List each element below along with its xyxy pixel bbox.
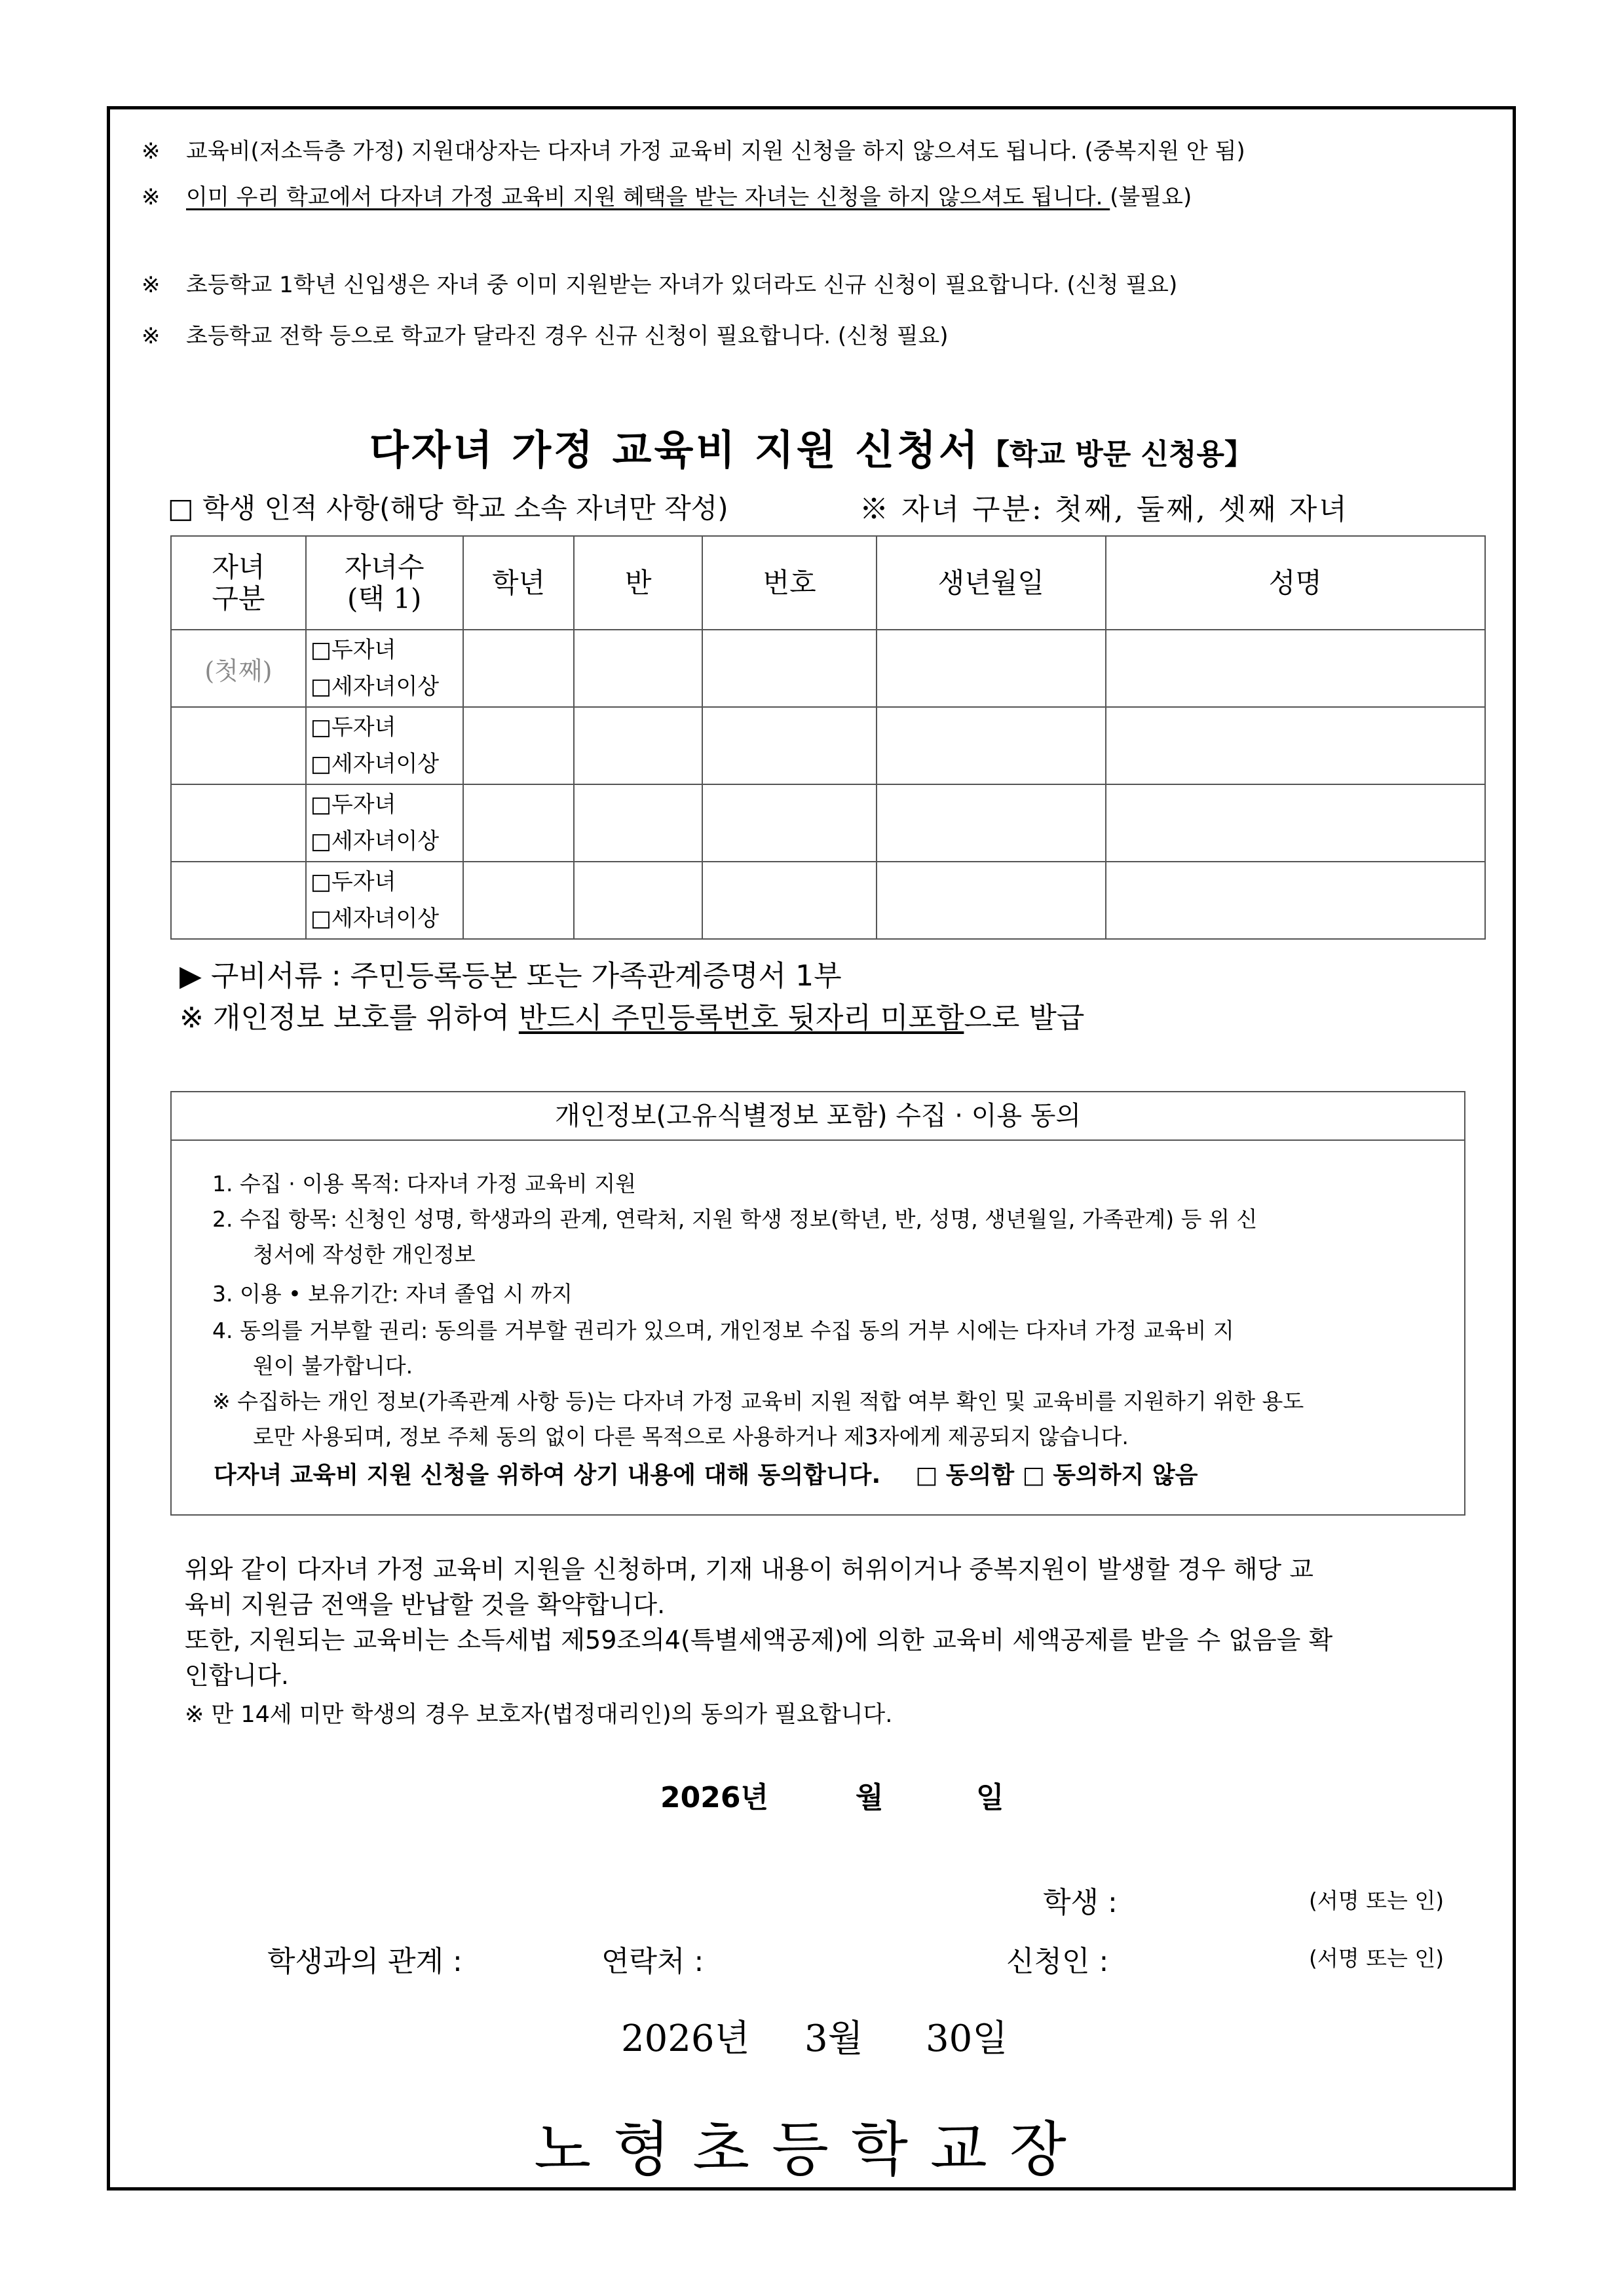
number-cell[interactable] — [702, 707, 877, 784]
class-cell[interactable] — [574, 784, 702, 862]
issue-date-year: 2026년 — [621, 2018, 750, 2060]
student-info-table — [170, 535, 1486, 940]
table-row — [171, 784, 1485, 862]
class-cell[interactable] — [574, 707, 702, 784]
header-name: 성명 — [1106, 536, 1485, 630]
option-two-children[interactable]: □두자녀 — [310, 792, 396, 818]
option-three-plus-children[interactable]: □세자녀이상 — [310, 828, 440, 854]
note-new-entrant: ※ 초등학교 1학년 신입생은 자녀 중 이미 지원받는 자녀가 있더라도 신규 신청이 필요합니다. (신청 필요) — [142, 272, 1178, 298]
birth-date-cell[interactable] — [877, 707, 1106, 784]
child-order-cell[interactable]: (첫째) — [171, 630, 306, 707]
student-signature-label: 학생 : — [1043, 1886, 1118, 1919]
table-row — [171, 630, 1485, 707]
child-order-cell[interactable] — [171, 707, 306, 784]
privacy-issuance-note: ※ 개인정보 보호를 위하여 반드시 주민등록번호 뒷자리 미포함으로 발급 — [179, 1001, 1085, 1035]
name-cell[interactable] — [1106, 707, 1485, 784]
note-low-income: ※ 교육비(저소득층 가정) 지원대상자는 다자녀 가정 교육비 지원 신청을 하지 않으셔도 됩니다. (중복지원 안 됨) — [142, 138, 1245, 164]
application-date-month: 월 — [856, 1781, 884, 1814]
consent-item-refusal: 4. 동의를 거부할 권리: 동의를 거부할 권리가 있으며, 개인정보 수집 동의 거부 시에는 다자녀 가정 교육비 지 — [212, 1318, 1234, 1343]
consent-item-fields-cont: 청서에 작성한 개인정보 — [253, 1242, 476, 1267]
child-count-options — [306, 862, 463, 939]
option-three-plus-children[interactable]: □세자녀이상 — [310, 751, 440, 777]
consent-item-usage-note-cont: 로만 사용되며, 정보 주체 동의 없이 다른 목적으로 사용하거나 제3자에게 제공되지 않습니다. — [253, 1424, 1129, 1449]
number-cell[interactable] — [702, 784, 877, 862]
option-two-children[interactable]: □두자녀 — [310, 869, 396, 895]
header-grade: 학년 — [463, 536, 575, 630]
option-two-children[interactable]: □두자녀 — [310, 637, 396, 663]
child-count-options — [306, 707, 463, 784]
pledge-line-2: 육비 지원금 전액을 반납할 것을 확약합니다. — [185, 1590, 666, 1619]
issue-date-month: 3월 — [804, 2018, 863, 2060]
applicant-signature-label: 신청인 : — [1006, 1945, 1109, 1978]
consent-item-retention: 3. 이용 • 보유기간: 자녀 졸업 시 까지 — [212, 1281, 573, 1307]
child-order-cell[interactable] — [171, 862, 306, 939]
school-principal-signature: 노형초등학교장 — [534, 2115, 1089, 2184]
header-child-count: 자녀수 (택 1) — [306, 536, 463, 630]
contact-label: 연락처 : — [601, 1945, 704, 1978]
birth-date-cell[interactable] — [877, 630, 1106, 707]
grade-cell[interactable] — [463, 784, 575, 862]
option-three-plus-children[interactable]: □세자녀이상 — [310, 674, 440, 700]
header-birth-date: 생년월일 — [877, 536, 1106, 630]
consent-statement: 다자녀 교육비 지원 신청을 위하여 상기 내용에 대해 동의합니다. □ 동의함 □ 동의하지 않음 — [214, 1462, 1198, 1489]
consent-item-refusal-cont: 원이 불가합니다. — [253, 1353, 413, 1379]
consent-item-purpose: 1. 수집 · 이용 목적: 다자녀 가정 교육비 지원 — [212, 1171, 637, 1196]
form-frame — [107, 106, 1516, 2191]
number-cell[interactable] — [702, 630, 877, 707]
option-three-plus-children[interactable]: □세자녀이상 — [310, 906, 440, 932]
student-section-heading: □ 학생 인적 사항(해당 학교 소속 자녀만 작성) — [168, 492, 728, 524]
grade-cell[interactable] — [463, 707, 575, 784]
grade-cell[interactable] — [463, 862, 575, 939]
application-date-day: 일 — [976, 1781, 1004, 1814]
consent-item-usage-note: ※ 수집하는 개인 정보(가족관계 사항 등)는 다자녀 가정 교육비 지원 적합 여부 확인 및 교육비를 지원하기 위한 용도 — [212, 1388, 1304, 1414]
header-number: 번호 — [702, 536, 877, 630]
name-cell[interactable] — [1106, 630, 1485, 707]
header-class: 반 — [574, 536, 702, 630]
pledge-line-1: 위와 같이 다자녀 가정 교육비 지원을 신청하며, 기재 내용이 허위이거나 중복지원이 발생할 경우 해당 교 — [185, 1555, 1313, 1584]
note-already-supported: ※ 이미 우리 학교에서 다자녀 가정 교육비 지원 혜택을 받는 자녀는 신청을 하지 않으셔도 됩니다. (불필요) — [142, 184, 1192, 210]
child-order-cell[interactable] — [171, 784, 306, 862]
header-child-type: 자녀 구분 — [171, 536, 306, 630]
disagree-checkbox[interactable]: □ 동의하지 않음 — [1022, 1462, 1198, 1489]
class-cell[interactable] — [574, 630, 702, 707]
application-date-year: 2026년 — [660, 1781, 768, 1814]
note-transfer: ※ 초등학교 전학 등으로 학교가 달라진 경우 신규 신청이 필요합니다. (신청 필요) — [142, 323, 949, 349]
privacy-consent-box — [170, 1091, 1465, 1516]
required-documents: ▶ 구비서류 : 주민등록등본 또는 가족관계증명서 1부 — [179, 959, 842, 993]
guardian-consent-note: ※ 만 14세 미만 학생의 경우 보호자(법정대리인)의 동의가 필요합니다. — [185, 1702, 893, 1728]
birth-date-cell[interactable] — [877, 862, 1106, 939]
form-title: 다자녀 가정 교육비 지원 신청서【학교 방문 신청용】 — [369, 426, 1254, 474]
agree-checkbox[interactable]: □ 동의함 — [915, 1462, 1015, 1489]
consent-title: 개인정보(고유식별정보 포함) 수집 · 이용 동의 — [172, 1092, 1464, 1141]
issue-date-day: 30일 — [926, 2018, 1008, 2060]
name-cell[interactable] — [1106, 862, 1485, 939]
number-cell[interactable] — [702, 862, 877, 939]
applicant-sign-hint: (서명 또는 인) — [1309, 1945, 1445, 1971]
child-order-note: ※ 자녀 구분: 첫째, 둘째, 셋째 자녀 — [859, 493, 1349, 526]
grade-cell[interactable] — [463, 630, 575, 707]
child-count-options — [306, 784, 463, 862]
relation-label: 학생과의 관계 : — [267, 1945, 463, 1978]
pledge-line-3: 또한, 지원되는 교육비는 소득세법 제59조의4(특별세액공제)에 의한 교육비 세액공제를 받을 수 없음을 확 — [185, 1626, 1333, 1655]
name-cell[interactable] — [1106, 784, 1485, 862]
pledge-line-4: 인합니다. — [185, 1661, 289, 1690]
student-sign-hint: (서명 또는 인) — [1309, 1888, 1445, 1913]
class-cell[interactable] — [574, 862, 702, 939]
table-row — [171, 862, 1485, 939]
table-row — [171, 707, 1485, 784]
child-count-options — [306, 630, 463, 707]
table-header-row — [171, 536, 1485, 630]
option-two-children[interactable]: □두자녀 — [310, 714, 396, 740]
birth-date-cell[interactable] — [877, 784, 1106, 862]
consent-item-fields: 2. 수집 항목: 신청인 성명, 학생과의 관계, 연락처, 지원 학생 정보(학년, 반, 성명, 생년월일, 가족관계) 등 위 신 — [212, 1206, 1258, 1232]
